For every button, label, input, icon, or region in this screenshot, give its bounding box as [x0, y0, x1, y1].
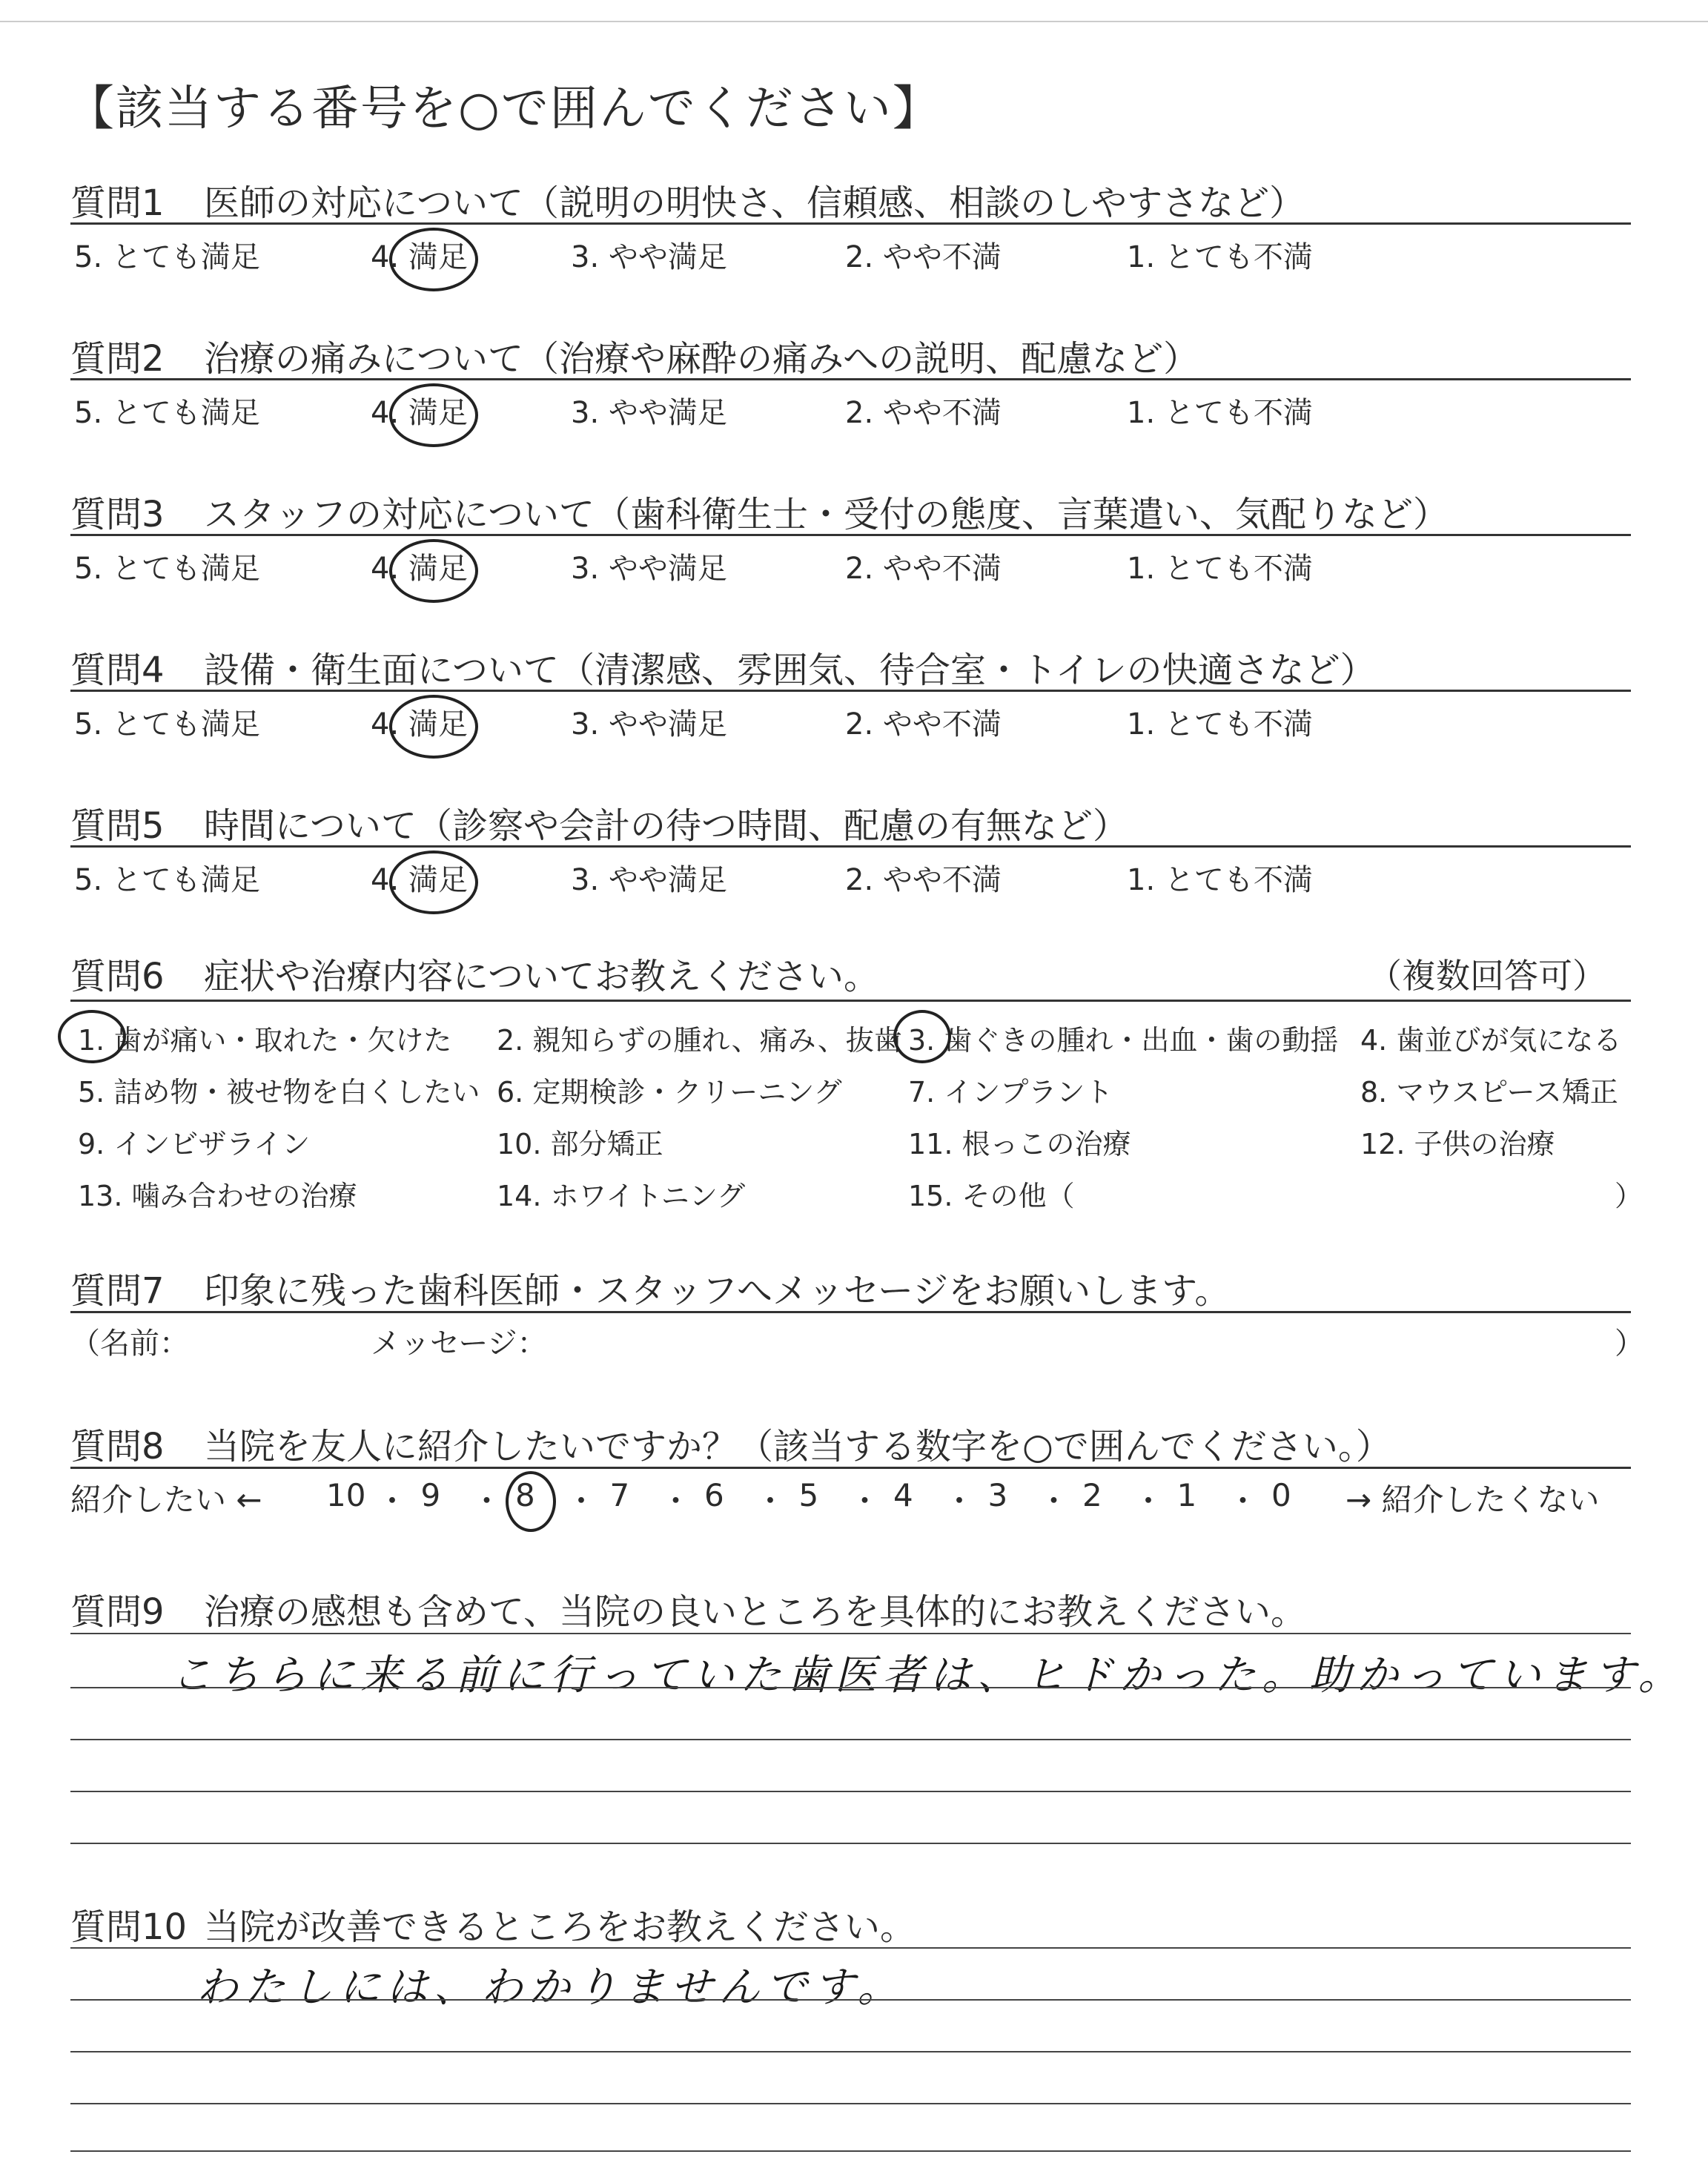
q2-option-5[interactable]: 5. とても満足	[74, 396, 260, 430]
q10-title	[70, 1898, 916, 1949]
q2-option-3[interactable]: 3. やや満足	[571, 396, 727, 430]
q6-option-3[interactable]: 3. 歯ぐきの腫れ・出血・歯の動揺	[908, 1024, 1339, 1057]
q3-answer-circle	[389, 539, 478, 603]
q4-answer-circle	[389, 695, 478, 759]
q2-answer-circle	[389, 383, 478, 447]
q6-option-10[interactable]: 10. 部分矯正	[497, 1128, 663, 1160]
page-top-edge	[0, 21, 1708, 22]
q10-answer: わたしには、わかりませんです。	[196, 1964, 905, 2012]
q1-answer-circle	[389, 228, 478, 291]
q8-scale-separator: ・	[566, 1483, 598, 1519]
q8-scale-1[interactable]: 1	[1176, 1477, 1197, 1513]
q7-message-label: メッセージ：	[371, 1327, 547, 1361]
q4-text: 設備・衛生面について（清潔感、雰囲気、待合室・トイレの快適さなど）	[204, 650, 1376, 691]
q8-answer-circle	[506, 1471, 556, 1532]
q3-option-3[interactable]: 3. やや満足	[571, 552, 727, 586]
q5-rule	[70, 845, 1631, 848]
q5-option-4[interactable]: 4. 満足	[371, 863, 468, 897]
q9-answer: こちらに来る前に行っていた歯医者は、ヒドかった。助かっています。	[171, 1651, 1686, 1700]
page-header: 【該当する番号を○で囲んでください】	[67, 82, 941, 136]
q9-title	[70, 1583, 1306, 1634]
q6-rule	[70, 1000, 1631, 1002]
q6-option-1[interactable]: 1. 歯が痛い・取れた・欠けた	[78, 1024, 452, 1057]
q6-answer-circle-1	[58, 1010, 126, 1063]
q8-scale-3[interactable]: 3	[987, 1477, 1008, 1513]
q8-scale-5[interactable]: 5	[798, 1477, 819, 1513]
q1-option-5[interactable]: 5. とても満足	[74, 240, 260, 274]
q8-text: 当院を友人に紹介したいですか？（該当する数字を○で囲んでください。）	[204, 1426, 1391, 1467]
q5-number: 質問5	[70, 805, 165, 847]
q6-title	[70, 948, 879, 999]
q6-multiple-note: （複数回答可）	[1368, 956, 1606, 996]
q8-right-label: → 紹介したくない	[1345, 1482, 1600, 1518]
q6-option-13[interactable]: 13. 噛み合わせの治療	[78, 1180, 357, 1212]
q6-option-5[interactable]: 5. 詰め物・被せ物を白くしたい	[78, 1076, 480, 1109]
q2-option-4[interactable]: 4. 満足	[371, 396, 468, 430]
q6-option-12[interactable]: 12. 子供の治療	[1360, 1128, 1555, 1160]
q10-number: 質問10	[70, 1906, 188, 1948]
q3-option-4[interactable]: 4. 満足	[371, 552, 468, 586]
q9-line-1	[70, 1633, 1631, 1634]
q5-option-1[interactable]: 1. とても不満	[1127, 863, 1313, 897]
q1-text: 医師の対応について（説明の明快さ、信頼感、相談のしやすさなど）	[204, 182, 1305, 224]
q3-option-1[interactable]: 1. とても不満	[1127, 552, 1313, 586]
q6-option-15[interactable]: 15. その他（	[908, 1180, 1075, 1212]
q9-line-5	[70, 1843, 1631, 1844]
q8-title	[70, 1418, 1391, 1469]
q8-scale-separator: ・	[1133, 1483, 1165, 1519]
q8-number: 質問8	[70, 1426, 165, 1467]
q9-line-4	[70, 1791, 1631, 1792]
q8-scale-separator: ・	[849, 1483, 881, 1519]
q5-answer-circle	[389, 851, 478, 914]
q4-option-2[interactable]: 2. やや不満	[845, 707, 1002, 742]
q4-number: 質問4	[70, 650, 165, 691]
q1-number: 質問1	[70, 182, 165, 224]
q8-scale-separator: ・	[755, 1483, 787, 1519]
q10-line-4	[70, 2103, 1631, 2104]
q4-option-5[interactable]: 5. とても満足	[74, 707, 260, 742]
q8-scale-10[interactable]: 10	[326, 1477, 366, 1513]
q8-scale-separator: ・	[1227, 1483, 1259, 1519]
q9-text: 治療の感想も含めて、当院の良いところを具体的にお教えください。	[204, 1591, 1307, 1633]
q8-scale-4[interactable]: 4	[893, 1477, 913, 1513]
q3-option-5[interactable]: 5. とても満足	[74, 552, 260, 586]
q3-number: 質問3	[70, 494, 165, 535]
q8-scale-separator: ・	[1038, 1483, 1070, 1519]
q7-text: 印象に残った歯科医師・スタッフへメッセージをお願いします。	[204, 1270, 1231, 1312]
q1-title	[70, 174, 1305, 225]
q2-rule	[70, 378, 1631, 380]
q7-close-paren: ）	[1615, 1327, 1644, 1361]
q1-option-2[interactable]: 2. やや不満	[845, 240, 1002, 274]
q7-rule	[70, 1311, 1631, 1313]
q8-rule	[70, 1467, 1631, 1469]
q8-scale-separator: ・	[660, 1483, 692, 1519]
q2-number: 質問2	[70, 338, 165, 380]
q6-option-11[interactable]: 11. 根っこの治療	[908, 1128, 1131, 1160]
q6-other-close-paren: ）	[1615, 1180, 1644, 1212]
q3-option-2[interactable]: 2. やや不満	[845, 552, 1002, 586]
q5-option-5[interactable]: 5. とても満足	[74, 863, 260, 897]
q8-scale-6[interactable]: 6	[704, 1477, 724, 1513]
q8-scale-8[interactable]: 8	[515, 1477, 535, 1513]
q10-text: 当院が改善できるところをお教えください。	[204, 1906, 916, 1948]
q8-scale-9[interactable]: 9	[420, 1477, 441, 1513]
q10-line-1	[70, 1947, 1631, 1949]
q10-line-5	[70, 2150, 1631, 2152]
q4-option-1[interactable]: 1. とても不満	[1127, 707, 1313, 742]
q5-text: 時間について（診察や会計の待つ時間、配慮の有無など）	[204, 805, 1129, 847]
q1-rule	[70, 222, 1631, 225]
q8-left-label: 紹介したい ←	[70, 1482, 262, 1518]
q10-line-3	[70, 2051, 1631, 2052]
q6-option-6[interactable]: 6. 定期検診・クリーニング	[497, 1076, 842, 1109]
q2-title	[70, 330, 1199, 381]
q6-text: 症状や治療内容についてお教えください。	[204, 956, 880, 997]
q7-title	[70, 1262, 1230, 1313]
q6-number: 質問6	[70, 956, 165, 997]
q4-rule	[70, 690, 1631, 692]
q3-title	[70, 486, 1449, 537]
q5-option-2[interactable]: 2. やや不満	[845, 863, 1002, 897]
q6-option-2[interactable]: 2. 親知らずの腫れ、痛み、抜歯	[497, 1024, 902, 1057]
q9-line-3	[70, 1739, 1631, 1740]
q4-title	[70, 641, 1376, 693]
q4-option-4[interactable]: 4. 満足	[371, 707, 468, 742]
q9-line-2	[70, 1687, 1631, 1688]
q9-number: 質問9	[70, 1591, 165, 1633]
q2-text: 治療の痛みについて（治療や麻酔の痛みへの説明、配慮など）	[204, 338, 1199, 380]
q8-scale-separator: ・	[471, 1483, 503, 1519]
q6-option-8[interactable]: 8. マウスピース矯正	[1360, 1076, 1618, 1109]
q1-option-1[interactable]: 1. とても不満	[1127, 240, 1313, 274]
q6-option-4[interactable]: 4. 歯並びが気になる	[1360, 1024, 1622, 1057]
q1-option-3[interactable]: 3. やや満足	[571, 240, 727, 274]
q7-number: 質問7	[70, 1270, 165, 1312]
q8-scale-2[interactable]: 2	[1082, 1477, 1102, 1513]
q1-option-4[interactable]: 4. 満足	[371, 240, 468, 274]
q3-text: スタッフの対応について（歯科衛生士・受付の態度、言葉遣い、気配りなど）	[204, 494, 1449, 535]
q6-option-14[interactable]: 14. ホワイトニング	[497, 1180, 746, 1212]
q3-rule	[70, 534, 1631, 536]
q10-line-2	[70, 1999, 1631, 2001]
q2-option-1[interactable]: 1. とても不満	[1127, 396, 1313, 430]
q5-option-3[interactable]: 3. やや満足	[571, 863, 727, 897]
q8-scale-7[interactable]: 7	[609, 1477, 630, 1513]
q2-option-2[interactable]: 2. やや不満	[845, 396, 1002, 430]
q6-option-7[interactable]: 7. インプラント	[908, 1076, 1113, 1109]
q8-scale-separator: ・	[377, 1483, 408, 1519]
q6-option-9[interactable]: 9. インビザライン	[78, 1128, 311, 1160]
q7-name-label: （名前：	[70, 1327, 189, 1361]
q4-option-3[interactable]: 3. やや満足	[571, 707, 727, 742]
q5-title	[70, 797, 1128, 848]
q6-answer-circle-3	[893, 1010, 951, 1063]
q8-scale-separator: ・	[944, 1483, 976, 1519]
q8-scale-0[interactable]: 0	[1271, 1477, 1291, 1513]
